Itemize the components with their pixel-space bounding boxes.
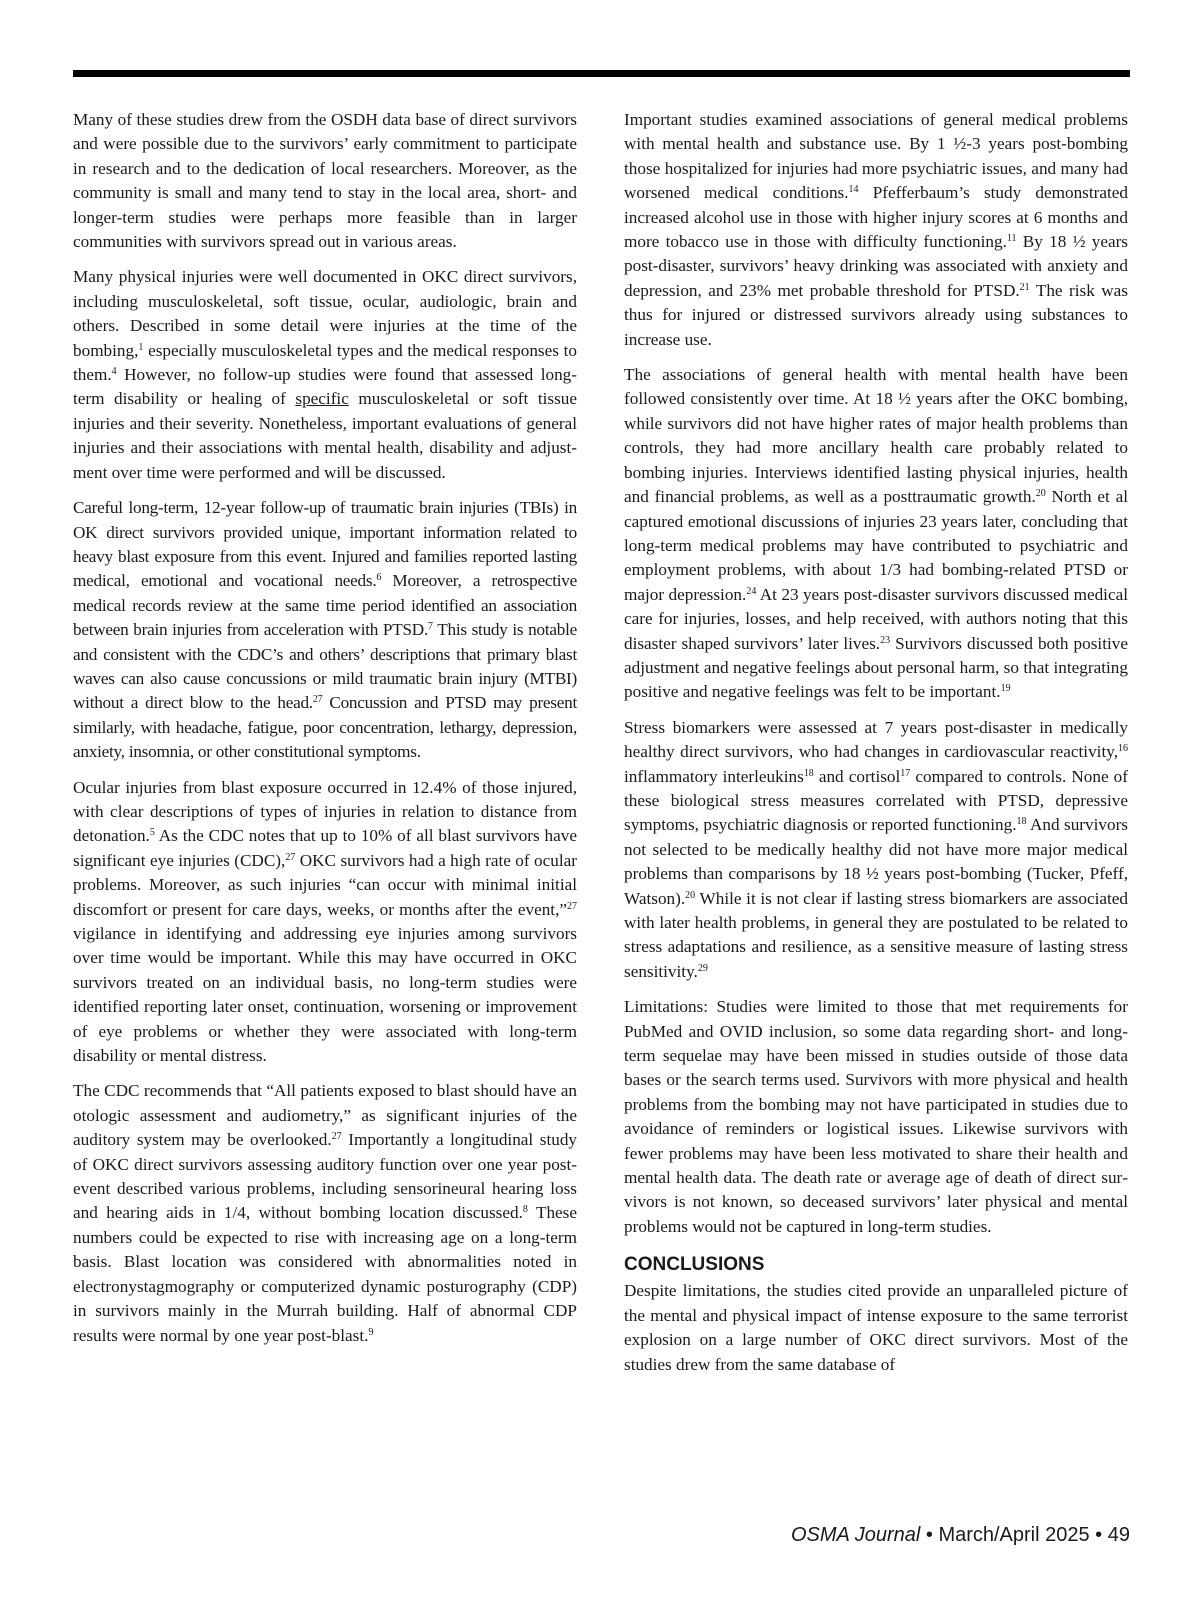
paragraph: Careful long-term, 12-year follow-up of traumatic brain injuries (TBIs) in OK direct survivors provided unique, important information related to heavy blast exposure from this event. Injured and families reported lasting medical, emotional and vocational needs.$^6$ Moreover, a retrospective medical records review at the same time period identified an association between brain injuries from acceleration with PTSD.$^7$ This study is notable and consistent with the CDC’s and others’ descriptions that primary blast waves can also cause concussions or mild traumatic brain injury (MTBI) without a direct blow to the head.$^{27}$ Concussion and PTSD may present similarly, with headache, fatigue, poor concentration, lethargy, depression, anxiety, insomnia, or other constitutional symptoms. — [73, 498, 578, 762]
citation-ref: 27 — [567, 900, 577, 912]
citation-ref: 27 — [285, 851, 296, 863]
issue-date: March/April 2025 — [938, 1524, 1090, 1546]
paragraph: The CDC recommends that “All patients exposed to blast should have an otologic assessment and audiometry,” as significant injuries of the auditory system may be overlooked.$^{27}$ Importantly a longitudinal study of OKC direct survivors assessing auditory function over one year post-event described various problems, including sensorineural hearing loss and hearing aids in 1/4, without bombing location discussed.$^8$ These numbers could be expected to rise with increasing age on a long-term basis. Blast location was considered with abnormalities noted in electronystagmography or computerized dynamic posturography (CDP) in survivors mainly in the Murrah building. Half of abnormal CDP results were normal by one year post-blast.$^9$ — [73, 1081, 578, 1345]
citation-ref: 8 — [522, 1204, 528, 1216]
citation-ref: 17 — [900, 767, 911, 779]
underlined-word: specific — [295, 389, 349, 409]
citation-ref: 5 — [149, 827, 155, 839]
citation-ref: 7 — [428, 621, 433, 633]
citation-ref: 27 — [331, 1131, 342, 1143]
paragraph: Ocular injuries from blast exposure occurred in 12.4% of those injured, with clear descriptions of types of injuries in relation to distance from detonation.$^5$ As the CDC notes that up to 10% of all blast survivors have significant eye injuries (CDC),$^{27}$ OKC survivors had a high rate of ocular problems. Moreover, as such injuries “can occur with minimal initial discomfort or present for care days, weeks, or months after the event,”$^{27}$ vigilance in identifying and addressing eye injuries among survivors over time would be important. While this may have occurred in OKC survivors treated on an individual basis, no long-term studies were identified reporting later onset, continuation, worsening or improvement of eye problems or whether they were associated with long-term disability or mental distress. — [73, 777, 577, 1066]
citation-ref: 20 — [685, 889, 696, 901]
paragraph: Many of these studies drew from the OSDH data base of direct survivors and were possible due to the survivors’ early commitment to participate in research and to the dedication of local researchers. Moreover, as the community is small and many tend to stay in the local area, short- and longer-term studies were perhaps more feasible than in larger communities with survivors spread out in various areas. — [73, 110, 577, 252]
citation-ref: 6 — [376, 572, 382, 584]
citation-ref: 11 — [1006, 233, 1017, 245]
citation-ref: 1 — [138, 341, 144, 353]
right-column — [624, 108, 1128, 1388]
page-number: 49 — [1107, 1524, 1130, 1546]
citation-ref: 14 — [848, 184, 859, 196]
paragraph: The associations of general health with mental health have been followed consistently over time. At 18 ½ years after the OKC bombing, while survivors did not have higher rates of major health problems than controls, they had more ancillary health care probably related to bombing injuries. Interviews identified lasting physical injuries, health and financial problems, as well as a posttraumatic growth.$^{20}$ North et al captured emotional discussions of injuries 23 years later, concluding that long-term medical problems may have contributed to psychiatric and employment problems, with about 1/3 had bombing-related PTSD or major depression.$^{24}$ At 23 years post-disaster survivors discussed medical care for injuries, losses, and help received, with authors noting that this disaster shaped survivors’ later lives.$^{23}$ Survivors discussed both positive adjustment and negative feelings about personal harm, so that integrating positive and negative feelings was felt to be important.$^{19}$ — [624, 365, 1128, 702]
paragraph: Stress biomarkers were assessed at 7 years post-disaster in medically healthy direct survivors, who had changes in cardiovascular reactivity,$^{16}$ inflammatory interleukins$^{18}$ and cortisol$^{17}$ compared to controls. None of these biological stress measures correlated with PTSD, depressive symptoms, psychiatric diagnosis or reported functioning.$^{18}$ And survivors not selected to be medically healthy did not have more major medical problems than comparisons by 18 ½ years post-bombing (Tucker, Pfeff, Watson).$^{20}$ While it is not clear if lasting stress biomarkers are associated with later health problems, in general they are postulated to be related to stress adaptations and resilience, as a sensitive measure of lasting stress sensitivity.$^{29}$ — [624, 717, 1128, 981]
citation-ref: 20 — [1035, 488, 1046, 500]
citation-ref: 23 — [880, 634, 891, 646]
left-column — [73, 108, 577, 1359]
citation-ref: 21 — [1019, 281, 1030, 293]
citation-ref: 27 — [312, 694, 323, 706]
citation-ref: 18 — [803, 767, 814, 779]
citation-ref: 29 — [697, 962, 708, 974]
paragraph: Despite limitations, the studies cited provide an unparalleled picture of the mental and physical impact of intense exposure to the same terrorist explosion on a large number of OKC direct survivors. Most of the studies drew from the same database of — [624, 1281, 1128, 1374]
page-footer: OSMA Journal • March/April 2025 • 49 — [791, 1524, 1130, 1546]
header-rule — [73, 70, 1130, 77]
paragraph: Important studies examined associations of general medical problems with mental health and substance use. By 1 ½-3 years post-bombing those hospitalized for injuries had more psychiatric issues, and many had worsened medical conditions.$^{14}$ Pfefferbaum’s study demonstrated increased alcohol use in those with higher injury scores at 6 months and more tobacco use in those with difficulty functioning.$^{11}$ By 18 ½ years post-disaster, survivors’ heavy drinking was associated with anxiety and depression, and 23% met probable threshold for PTSD.$^{21}$ The risk was thus for injured or distressed survivors already using substances to increase use. — [624, 110, 1128, 349]
citation-ref: 24 — [746, 585, 757, 597]
citation-ref: 19 — [1000, 683, 1011, 695]
paragraph: Limitations: Studies were limited to those that met requirements for PubMed and OVID inclusion, so some data regarding short- and long-term sequelae may have been missed in studies outside of those data bases or the search terms used. Survivors with more physical and health problems from the bombing may not have participated in studies due to avoidance of reminders or logistical issues. Likewise survivors with fewer problems may have been less motivated to share their health and mental health data. The death rate or average age of death of direct survivors is not known, so deceased survivors’ later physical and mental problems would not be captured in long-term studies. — [624, 997, 1128, 1236]
section-heading: CONCLUSIONS — [624, 1254, 765, 1276]
citation-ref: 4 — [111, 366, 117, 378]
paragraph: Many physical injuries were well documented in OKC direct survivors, including musculoskeletal, soft tissue, ocular, audiologic, brain and others. Described in some detail were injuries at the time of the bombing,$^1$ especially musculoskeletal types and the medical responses to them.$^4$ However, no follow-up studies were found that assessed long-term disability or healing of specific musculoskeletal or soft tissue injuries and their severity. Nonetheless, important evaluations of general injuries and their associations with mental health, disability and adjustment over time were performed and will be discussed. — [73, 267, 577, 482]
journal-name: OSMA Journal — [791, 1524, 921, 1546]
citation-ref: 18 — [1016, 816, 1027, 828]
citation-ref: 9 — [368, 1326, 374, 1338]
citation-ref: 16 — [1118, 743, 1128, 755]
